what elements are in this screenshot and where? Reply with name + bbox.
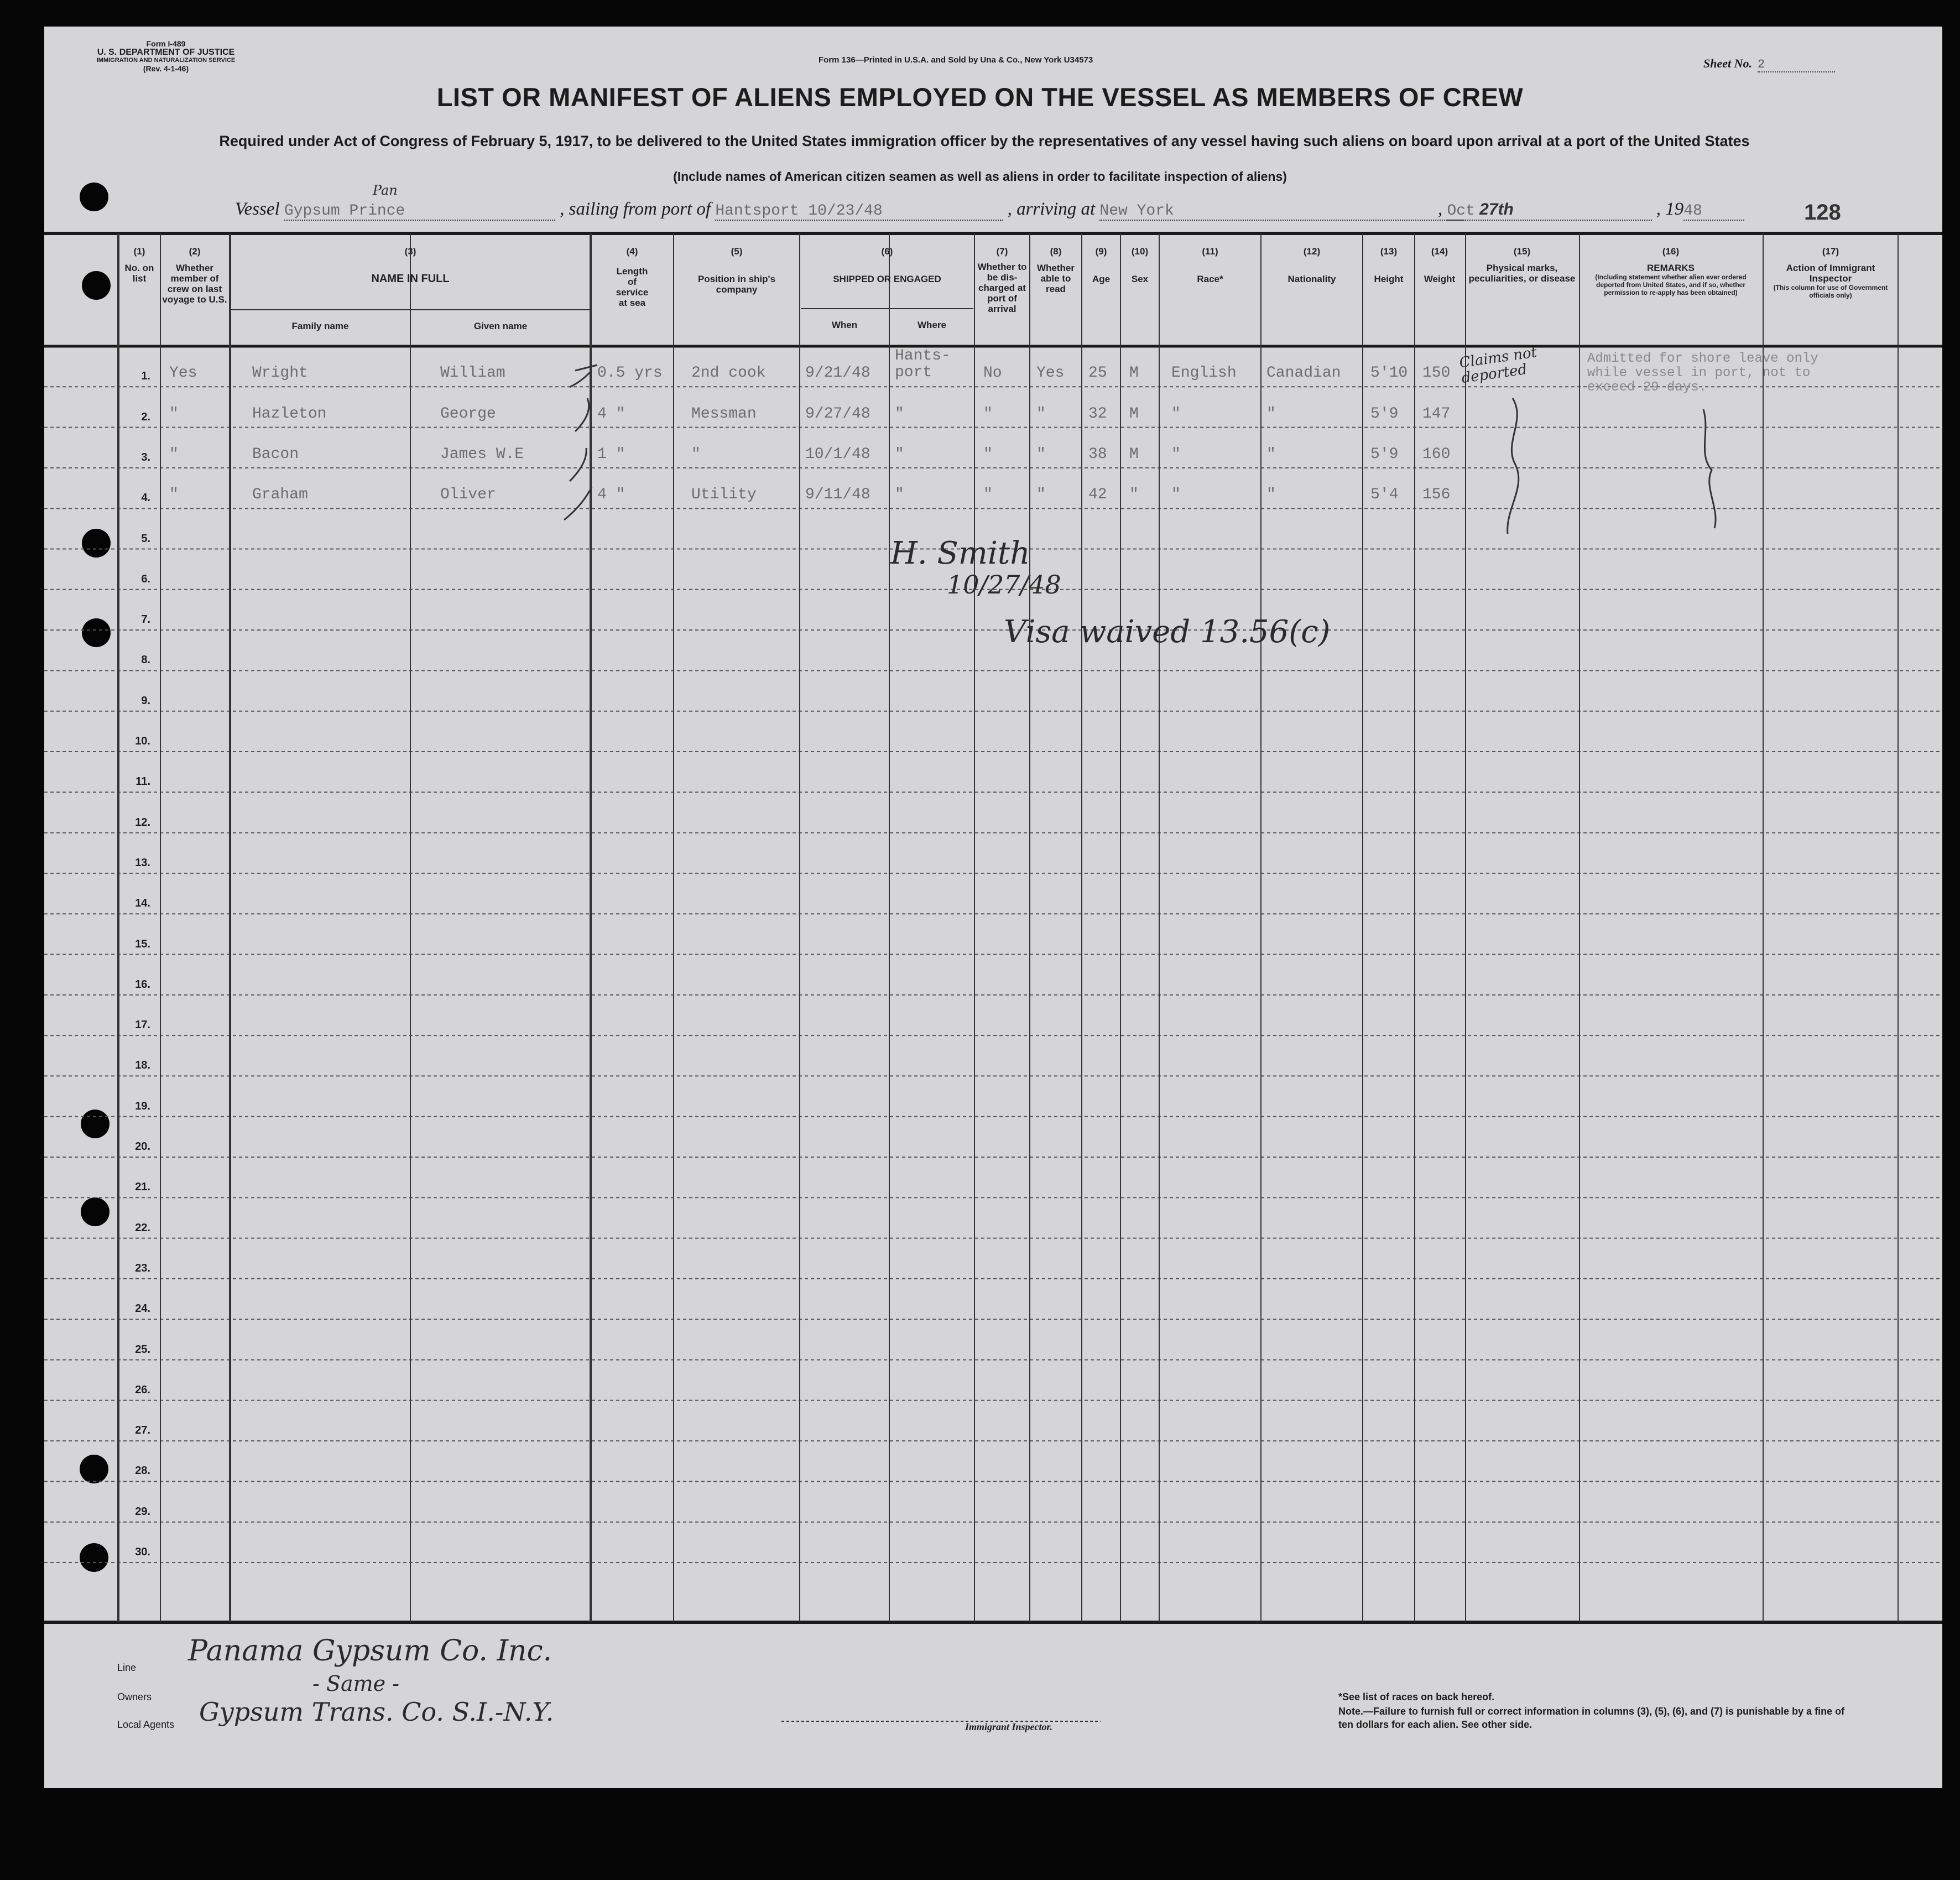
able-to-read-cell: " [1036, 405, 1046, 423]
row-number: 21. [135, 1181, 150, 1194]
col-3-header: (3) NAME IN FULL [371, 246, 450, 285]
agents-value: Gypsum Trans. Co. S.I.-N.Y. [199, 1697, 554, 1727]
visa-annotation: Visa waived 13.56(c) [1004, 614, 1331, 650]
to-port: New York [1099, 202, 1174, 220]
given-name-header: Given name [473, 321, 528, 331]
weight-cell: 150 [1422, 364, 1451, 382]
col-11-header: (11) Race* [1197, 246, 1223, 284]
row-number: 22. [135, 1221, 150, 1234]
height-cell: 5'9 [1370, 405, 1399, 423]
owners-value: - Same - [312, 1671, 400, 1696]
shipped-when-cell: 10/1/48 [805, 445, 870, 463]
sex-cell: M [1129, 445, 1139, 463]
col-14-header: (14) Weight [1424, 246, 1456, 284]
row-number: 9. [141, 694, 150, 707]
row-number: 25. [135, 1343, 150, 1356]
prev-voyage-cell: " [169, 405, 179, 423]
family-name-header: Family name [291, 321, 349, 331]
row-number: 14. [135, 897, 150, 910]
nationality-cell: Canadian [1266, 364, 1341, 382]
row-number: 8. [141, 654, 150, 666]
owners-label: Owners [117, 1691, 152, 1702]
page-title: LIST OR MANIFEST OF ALIENS EMPLOYED ON THE VESSEL AS MEMBERS OF CREW [436, 82, 1524, 112]
vessel-label: Vessel [235, 199, 280, 219]
row-number: 7. [141, 613, 150, 626]
from-port: Hantsport 10/23/48 [715, 202, 883, 220]
nationality-cell: " [1266, 445, 1276, 463]
page-stamp: 128 [1804, 200, 1841, 225]
row-number: 12. [135, 816, 150, 829]
vessel-handwriting: Pan [372, 183, 398, 198]
position-cell: 2nd cook [691, 364, 766, 382]
age-cell: 25 [1088, 364, 1107, 382]
family-name-cell: Graham [252, 486, 308, 504]
shipped-where-cell: Hants-port [895, 347, 951, 382]
weight-cell: 156 [1422, 486, 1451, 504]
row-number: 18. [135, 1059, 150, 1072]
note-text: —Failure to furnish full or correct information in columns (3), (5), (6), and (7) is punishable by a fine of ten dollars for each alien. See other side. [1338, 1706, 1845, 1730]
service-length-cell: 4 " [597, 486, 625, 504]
shipped-when-cell: 9/21/48 [805, 364, 870, 382]
col-2-header: (2) Whether member of crew on last voyage to U.S. [162, 246, 227, 305]
row-number: 20. [135, 1141, 150, 1153]
prev-voyage-cell: " [169, 486, 179, 504]
age-cell: 32 [1088, 405, 1107, 423]
discharged-cell: " [983, 486, 993, 504]
col-15-header: (15) Physical marks, peculiarities, or disease [1468, 246, 1576, 284]
able-to-read-cell: " [1036, 486, 1046, 504]
col-16-header: (16) REMARKS (Including statement whether alien ever ordered deported from United States, and if so, whether permission to re-apply has been obtained) [1595, 246, 1747, 296]
form-number: Form I-489 [146, 39, 186, 48]
col-9-header: (9) Age [1092, 246, 1111, 284]
able-to-read-cell: Yes [1036, 364, 1065, 382]
row-number: 19. [135, 1100, 150, 1112]
arriving-label: , arriving at [1007, 199, 1096, 219]
where-header: Where [918, 320, 946, 330]
inspector-signature: H. Smith [890, 535, 1030, 571]
line-value: Panama Gypsum Co. Inc. [188, 1634, 552, 1668]
shipped-where-cell: " [895, 486, 904, 504]
position-cell: " [691, 445, 701, 463]
able-to-read-cell: " [1036, 445, 1046, 463]
when-header: When [831, 320, 858, 330]
col-6-header: (6) SHIPPED OR ENGAGED [833, 246, 941, 284]
service-length-cell: 4 " [597, 405, 625, 423]
given-name-cell: William [440, 364, 505, 382]
col-12-header: (12) Nationality [1287, 246, 1336, 284]
given-name-cell: James W.E [440, 445, 524, 463]
nationality-cell: " [1266, 486, 1276, 504]
discharged-cell: No [983, 364, 1002, 382]
age-cell: 38 [1088, 445, 1107, 463]
vessel-name: Gypsum Prince [284, 202, 405, 220]
row-number: 24. [135, 1303, 150, 1315]
row-number: 30. [135, 1546, 150, 1558]
row-number: 5. [141, 532, 150, 545]
row-number: 23. [135, 1262, 150, 1274]
arrival-month: Oct [1447, 202, 1475, 220]
include-note: (Include names of American citizen seamen as well as aliens in order to facilitate inspection of aliens) [673, 169, 1287, 184]
col-13-header: (13) Height [1374, 246, 1404, 284]
nationality-cell: " [1266, 405, 1276, 423]
row-number: 27. [135, 1424, 150, 1437]
races-note: *See list of races on back hereof. [1338, 1691, 1495, 1702]
row-number: 26. [135, 1383, 150, 1396]
row-number: 28. [135, 1465, 150, 1477]
family-name-cell: Wright [252, 364, 308, 382]
arrival-date: , Oct 27th , 1948 [1438, 199, 1744, 221]
penalty-note [1338, 1705, 1858, 1731]
immigrant-inspector-label: Immigrant Inspector. [965, 1721, 1053, 1732]
col-1-header: (1) No. on list [124, 246, 154, 284]
height-cell: 5'4 [1370, 486, 1399, 504]
col-8-header: (8) Whether able to read [1037, 246, 1075, 294]
race-cell: " [1171, 486, 1181, 504]
year-suffix: 48 [1683, 202, 1702, 220]
row-number: 4. [141, 492, 150, 504]
row-number: 17. [135, 1019, 150, 1032]
sheet-label: Sheet No. [1703, 56, 1752, 70]
service-name: IMMIGRATION AND NATURALIZATION SERVICE [96, 57, 236, 64]
row-number: 6. [141, 572, 150, 585]
position-cell: Messman [691, 405, 757, 423]
form-revision: (Rev. 4-1-46) [143, 64, 189, 73]
year-prefix: 19 [1665, 199, 1684, 219]
row-number: 15. [135, 938, 150, 950]
line-label: Line [117, 1662, 137, 1673]
remarks-typed: Admitted for shore leave only while vessel in port, not to exceed 29 days. [1587, 351, 1818, 395]
requirement-text: Required under Act of Congress of February 5, 1917, to be delivered to the United States immigration officer by the representatives of any vessel having such aliens on board upon arrival at a port of the United States [219, 133, 1750, 149]
row-number: 1. [141, 370, 150, 383]
shipped-when-cell: 9/27/48 [805, 405, 870, 423]
discharged-cell: " [983, 445, 993, 463]
col-4-header: (4) Length of service at sea [616, 246, 649, 308]
sailing-label: , sailing from port of [560, 199, 711, 219]
row-number: 2. [141, 410, 150, 423]
col-5-header: (5) Position in ship's company [697, 246, 776, 295]
sex-cell: M [1129, 364, 1139, 382]
note-label: Note. [1338, 1706, 1363, 1717]
sheet-value: 2 [1758, 58, 1835, 72]
race-cell: English [1171, 364, 1237, 382]
col-17-header: (17) Action of Immigrant Inspector (This column for use of Government officials only) [1773, 246, 1888, 299]
printer-line: Form 136—Printed in U.S.A. and Sold by Una & Co., New York U34573 [819, 55, 1093, 65]
weight-cell: 160 [1422, 445, 1451, 463]
service-length-cell: 0.5 yrs [597, 364, 663, 382]
weight-cell: 147 [1422, 405, 1451, 423]
race-cell: " [1171, 445, 1181, 463]
height-cell: 5'10 [1370, 364, 1408, 382]
prev-voyage-cell: Yes [169, 364, 197, 382]
physical-marks-handwriting: Claims not deported [1458, 344, 1538, 387]
position-cell: Utility [691, 486, 757, 504]
agents-label: Local Agents [117, 1719, 175, 1730]
column-lines [118, 233, 1898, 1622]
shipped-when-cell: 9/11/48 [805, 486, 870, 504]
sex-cell: " [1129, 486, 1139, 504]
family-name-cell: Hazleton [252, 405, 327, 423]
prev-voyage-cell: " [169, 445, 179, 463]
age-cell: 42 [1088, 486, 1107, 504]
signature-date: 10/27/48 [947, 570, 1061, 600]
height-cell: 5'9 [1370, 445, 1399, 463]
row-number: 29. [135, 1505, 150, 1518]
row-number: 13. [135, 856, 150, 869]
col-10-header: (10) Sex [1131, 246, 1149, 284]
department-name: U. S. DEPARTMENT OF JUSTICE [97, 48, 235, 57]
given-name-cell: Oliver [440, 486, 496, 504]
arrival-day: 27th [1479, 200, 1514, 218]
row-number: 16. [135, 978, 150, 991]
family-name-cell: Bacon [252, 445, 299, 463]
discharged-cell: " [983, 405, 993, 423]
row-number: 10. [135, 735, 150, 747]
race-cell: " [1171, 405, 1181, 423]
shipped-where-cell: " [895, 445, 904, 463]
shipped-where-cell: " [895, 405, 904, 423]
sex-cell: M [1129, 405, 1139, 423]
row-number: 11. [135, 775, 150, 788]
given-name-cell: George [440, 405, 496, 423]
row-number: 3. [141, 451, 150, 464]
service-length-cell: 1 " [597, 445, 625, 463]
col-7-header: (7) Whether to be dis-charged at port of arrival [977, 246, 1027, 314]
